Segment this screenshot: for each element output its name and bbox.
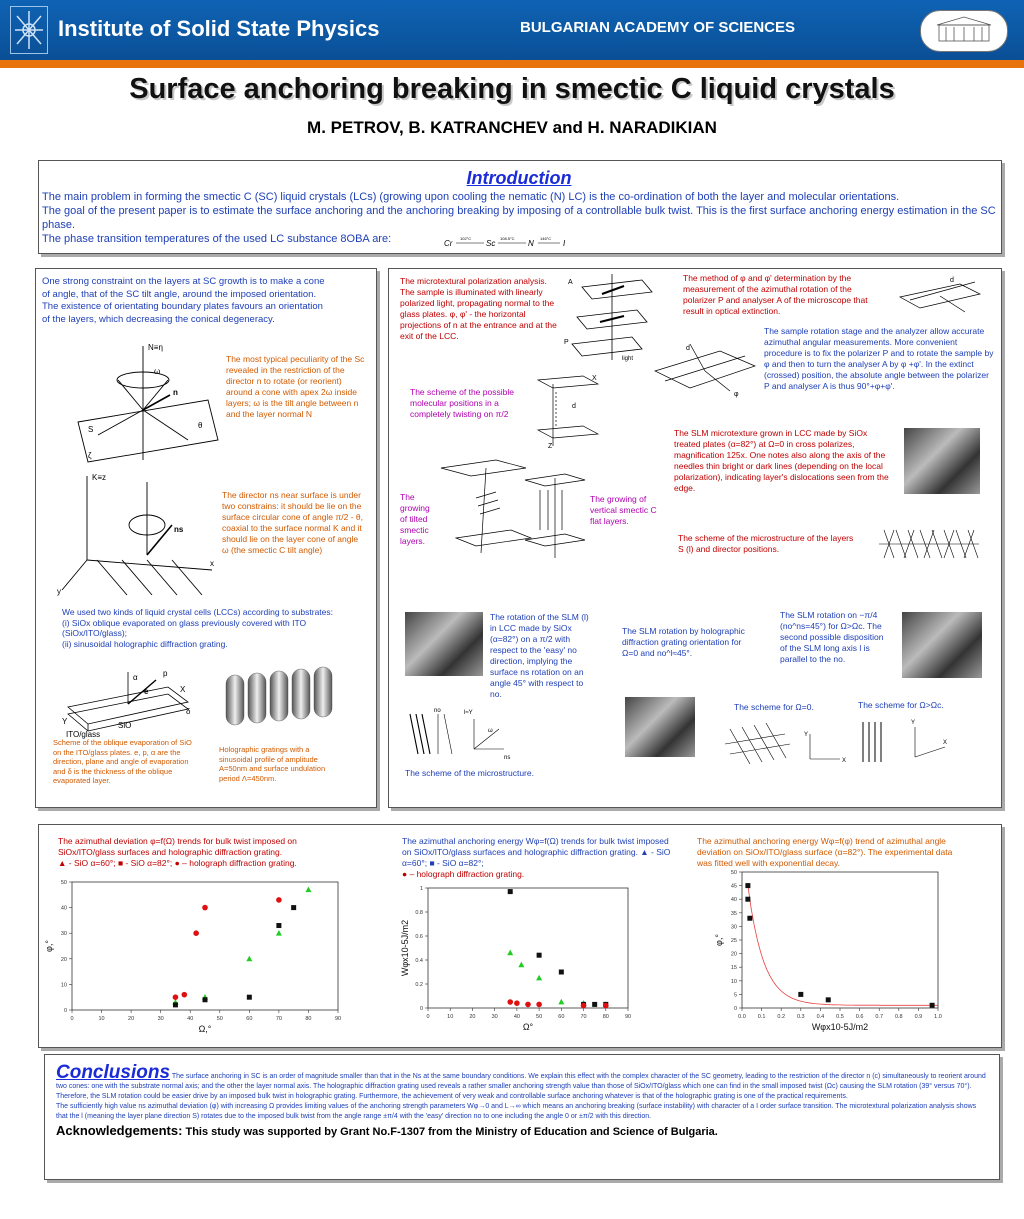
chart1-point-square xyxy=(276,923,281,928)
cone-diagram-2 xyxy=(52,470,222,598)
chart3-xtick-label: 0.1 xyxy=(757,1014,766,1020)
phase-sc: Sc xyxy=(486,239,496,248)
chart1-xlabel: Ω,° xyxy=(198,1024,212,1034)
tilted-layers-text: The growing of tilted smectic layers. xyxy=(400,492,430,546)
chart3-xtick-label: 0.3 xyxy=(796,1014,805,1020)
chart3-frame xyxy=(742,872,938,1008)
chart1-point-square xyxy=(173,1002,178,1007)
chart1-point-square xyxy=(203,997,208,1002)
temp-1: 102°C xyxy=(460,236,472,241)
microstructure-scheme-text: The scheme of the microstructure. xyxy=(405,768,534,778)
chart1-point-circle xyxy=(202,905,208,911)
omegac-label-y: Y xyxy=(911,720,916,726)
chart3-ytick-label: 45 xyxy=(730,883,737,890)
evap-label-sio: SiO xyxy=(118,721,132,730)
fig1-label-s: S xyxy=(88,425,94,434)
chart2-xtick-label: 30 xyxy=(491,1014,498,1020)
cells-item-2: (ii) sinusoidal holographic diffraction grating. xyxy=(62,638,228,649)
cone-peculiarity-text: The most typical peculiarity of the Sc revealed in the restriction of the director n to rotate (or reorient) around a cone with apex 2ω inside layers; ω is the tilt angle between n and the layer normal N xyxy=(226,354,365,419)
chart2-xtick-label: 0 xyxy=(426,1014,430,1020)
slm-holo-text: The SLM rotation by holographic diffraction grating orientation for Ω=0 and no^l≈45°. xyxy=(622,626,745,658)
chart1-ytick-label: 50 xyxy=(60,880,67,886)
rotation-stage-text: The sample rotation stage and the analyzer allow accurate azimuthal angular measurements. More convenient procedure is to fix the polarizer P and to rotate the sample by φ and then to turn the analyser A by φ +φ'. In the extinct (crossed) position, the absolute angle between the polarizer P and analyser A is thus 90°+φ+φ'. xyxy=(764,326,994,391)
phase-cr: Cr xyxy=(444,239,453,248)
chart-phi-vs-omega xyxy=(44,878,348,1038)
twist-label-d: d xyxy=(572,403,576,410)
chart-energy-vs-omega xyxy=(392,884,642,1040)
chart2-point-square xyxy=(508,889,513,894)
ack-label: Acknowledgements: xyxy=(56,1123,183,1138)
evap-label-p: p xyxy=(163,669,168,678)
conclusions-text-2: The sufficiently high value ns azimuthal deviation (φ) with increasing Ω provides limiting values of the anchoring strength parameters Wφ→0 and L→∞ which means an anchoring breaking (surface instability) with character of a I order surface transition. The microtextural polarization analysis shows that the l (meaning the layer plane direction S) rotates due to the imposed bulk twist from the angle range ±π/4 with the 'easy' direction no to one including the angle 0 or ±π/2 with this direction. xyxy=(56,1103,977,1120)
chart2-point-circle xyxy=(507,999,513,1005)
chart3-ylabel: φ,° xyxy=(714,934,724,946)
conclusions-body xyxy=(56,1062,986,1138)
chart2-point-circle xyxy=(514,1000,520,1006)
evaporation-scheme xyxy=(58,662,198,738)
chart3-xtick-label: 0.8 xyxy=(894,1014,903,1020)
chart1-xtick-label: 70 xyxy=(275,1016,282,1022)
chart2-ylabel: Wφx10-5J/m2 xyxy=(400,919,410,977)
scheme-omega0-text: The scheme for Ω=0. xyxy=(734,702,814,712)
chart1-legend-text: ▲ - SiO α=60°; ■ - SiO α=82°; ● – holograph diffraction grating. xyxy=(58,858,297,868)
chart2-point-triangle xyxy=(536,975,542,981)
chart1-point-square xyxy=(291,905,296,910)
evaporation-caption: Scheme of the oblique evaporation of SiO on the ITO/glass plates. e, p, α are the direction, plane and angle of evaporation and δ is the thickness of the oblique evaporated layer. xyxy=(53,738,192,785)
scheme-micro-text: The scheme of the microstructure of the layers S (l) and director positions. xyxy=(678,533,854,554)
chart2-point-square xyxy=(559,970,564,975)
chart2-ytick-label: 0.8 xyxy=(415,910,423,916)
chart-phi-vs-energy xyxy=(708,866,948,1036)
left-p1: One strong constraint on the layers at SC growth is to make a cone of angle, that of the SC tilt angle, around the imposed orientation. The existence of orientating boundary plates favours an orientation of the layers, which decreasing the conical degeneracy. xyxy=(42,276,325,325)
chart3-ytick-label: 30 xyxy=(730,924,737,931)
chart1-point-triangle xyxy=(246,956,252,962)
acknowledgements xyxy=(56,1123,986,1138)
micro-label-no: no xyxy=(434,708,441,714)
omega0-label-y: Y xyxy=(804,732,809,738)
chart2-xlabel: Ω° xyxy=(522,1022,534,1032)
chart2-point-circle xyxy=(525,1002,531,1008)
scheme-omegac-text: The scheme for Ω>Ωc. xyxy=(858,700,944,710)
chart3-ytick-label: 0 xyxy=(733,1006,737,1012)
method-text: The method of φ and φ' determination by the measurement of the azimuthal rotation of the polarizer P and analyser A of the microscope that result in optical extinction. xyxy=(683,273,868,316)
slm-sio-text: The SLM microtexture grown in LCC made by SiOx treated plates (α=82°) at Ω=0 in cross polarizes, magnification 125x. One notes also along the axis of the needles thin bright or dark lines (depending on the local polarization), indicating layer's dislocations seen from the edge. xyxy=(674,428,889,493)
chart3-ytick-label: 50 xyxy=(730,870,737,876)
micro-label-ns: ns xyxy=(504,755,511,761)
chart1-ytick-label: 30 xyxy=(60,931,67,938)
grating-image xyxy=(218,655,353,735)
academy-name: BULGARIAN ACADEMY OF SCIENCES xyxy=(520,19,796,36)
microstructure-scheme xyxy=(404,704,544,764)
cells-item-1: (i) SiOx oblique evaporated on glass previously covered with ITO (SiOx/ITO/glass); xyxy=(62,617,307,638)
chart2-xtick-label: 10 xyxy=(447,1014,454,1020)
conclusions-text-1: The surface anchoring in SC is an order of magnitude smaller than that in the Ns at the same boundary conditions. We explain this effect with the complex character of the SC geometry, leading to the restriction of the director n (c) simultaneously to reorient around two cones: one with the substrate normal axis; and the other the layer normal axis. The holographic diffraction grating used reveals a rather smaller anchoring strength value than those of SiOx/ITO/glass which one can find in the small imposed twist (Ωc) causing the SLM rotation (39° versus 70°). Therefore, the SLM rotation could be easier drive by an imposed bulk twist in holographic grating. Furthermore, the achievement of very weak and controllable surface anchoring whatever is that of the holographic grating is one of the practical requirements. xyxy=(56,1073,986,1100)
omegac-label-x: X xyxy=(943,740,948,746)
fig2-label-x: x xyxy=(210,559,214,568)
chart3-xtick-label: 1.0 xyxy=(934,1014,942,1020)
chart1-xtick-label: 30 xyxy=(157,1016,164,1022)
chart2-xtick-label: 90 xyxy=(624,1014,632,1020)
pol-label-light: light xyxy=(622,356,634,362)
cells-text xyxy=(62,607,362,649)
chart2-xtick-label: 60 xyxy=(558,1014,565,1020)
chart1-point-circle xyxy=(276,897,282,903)
chart1-xtick-label: 90 xyxy=(334,1016,342,1022)
chart3-ytick-label: 20 xyxy=(730,951,737,958)
ack-text: This study was supported by Grant No.F-1307 from the Ministry of Education and Science of Bulgaria. xyxy=(185,1126,718,1138)
polarization-diagram xyxy=(562,272,662,362)
chart2-legend-text: ● – holograph diffraction grating. xyxy=(402,869,525,879)
chart3-xtick-label: 0.2 xyxy=(777,1014,786,1020)
method-label-90: d xyxy=(950,277,954,284)
intro-p3-text: The phase transition temperatures of the used LC substance 8OBA are: xyxy=(42,233,392,245)
fig1-label-theta: θ xyxy=(198,421,203,430)
chart1-xtick-label: 40 xyxy=(187,1016,194,1022)
chart2-frame xyxy=(428,888,628,1008)
chart2-xtick-label: 40 xyxy=(513,1014,520,1020)
method-diagram xyxy=(890,272,990,320)
chart1-ylabel: φ,° xyxy=(44,940,54,952)
chart3-xlabel: Wφx10-5J/m2 xyxy=(811,1022,869,1032)
micro-label-ly: l≈Y xyxy=(464,710,473,716)
chart3-point-square xyxy=(745,883,750,888)
phase-n: N xyxy=(528,239,534,248)
chart1-caption-text: The azimuthal deviation φ=f(Ω) trends for bulk twist imposed on SiOx/ITO/glass surfaces and holographic diffraction grating. xyxy=(58,836,297,857)
evap-label-alpha: α xyxy=(133,673,138,682)
phase-sequence xyxy=(442,234,572,250)
chart1-point-square xyxy=(247,995,252,1000)
temp-3: 146°C xyxy=(540,236,552,241)
fig1-label-dir: n xyxy=(173,388,178,397)
scheme-omegac-diagram xyxy=(855,712,955,772)
chart2-xtick-label: 80 xyxy=(602,1014,609,1020)
academy-logo xyxy=(920,10,1008,52)
chart1-caption xyxy=(58,836,348,869)
stage-label-90: d xyxy=(686,345,690,352)
vertical-layers-text: The growing of vertical smectic C flat layers. xyxy=(590,494,657,526)
chart3-ytick-label: 10 xyxy=(730,978,737,985)
chart2-ytick-label: 0 xyxy=(419,1006,423,1012)
stage-label-phi: φ xyxy=(734,391,739,398)
microstructure-scheme-diagram xyxy=(874,520,984,568)
cells-intro: We used two kinds of liquid crystal cells (LCCs) according to substrates: xyxy=(62,607,334,617)
chart3-xtick-label: 0.4 xyxy=(816,1014,825,1020)
chart1-xtick-label: 60 xyxy=(246,1016,253,1022)
director-constraint-text: The director ns near surface is under two constrains: it should be lie on the surface circular cone of angle π/2 - θ, coaxial to the surface normal K and it should lie on the layer cone of angle ω (the smectic C tilt angle) xyxy=(222,490,363,555)
twisting-scheme-text: The scheme of the possible molecular positions in a completely twisting on π/2 xyxy=(410,387,514,419)
twist-label-x: X xyxy=(592,375,597,382)
chart2-xtick-label: 50 xyxy=(536,1014,543,1020)
micro-label-omega: ω xyxy=(488,728,493,734)
chart2-ytick-label: 1 xyxy=(419,886,423,892)
chart3-xtick-label: 0.9 xyxy=(914,1014,923,1020)
twisting-diagram xyxy=(528,368,608,448)
fig2-label-y: y xyxy=(57,587,61,596)
evap-label-e: e xyxy=(144,687,149,696)
chart2-ytick-label: 0.6 xyxy=(415,934,423,940)
chart1-point-circle xyxy=(182,992,188,998)
chart1-xtick-label: 10 xyxy=(98,1016,105,1022)
chart3-fit-curve xyxy=(748,886,938,1006)
institute-name: Institute of Solid State Physics xyxy=(58,16,380,41)
chart3-xtick-label: 0.6 xyxy=(855,1014,864,1020)
poster-authors: M. PETROV, B. KATRANCHEV and H. NARADIKIAN xyxy=(307,118,717,137)
chart2-caption xyxy=(402,836,672,880)
evap-label-y: Y xyxy=(62,717,68,726)
chart3-ytick-label: 25 xyxy=(730,938,737,944)
chart3-caption: The azimuthal anchoring energy Wφ=f(φ) trend of azimuthal angle deviation on SiOx/ITO/glass surface (α=82°). The experimental data was fitted well with exponential decay. xyxy=(697,836,953,868)
chart2-xtick-label: 70 xyxy=(580,1014,587,1020)
chart2-point-triangle xyxy=(518,962,524,968)
rotation-stage-diagram xyxy=(650,336,760,404)
chart3-ytick-label: 35 xyxy=(730,910,737,917)
phase-i: I xyxy=(563,239,566,248)
chart1-frame xyxy=(72,882,338,1010)
chart2-point-circle xyxy=(603,1003,609,1009)
fig2-label-ns: ns xyxy=(174,525,184,534)
chart3-xtick-label: 0.5 xyxy=(836,1014,844,1020)
chart1-point-triangle xyxy=(276,930,282,936)
chart2-point-triangle xyxy=(558,999,564,1005)
slm-microtexture-photo xyxy=(904,428,980,494)
intro-p1: The main problem in forming the smectic C (SC) liquid crystals (LCs) (growing upon cooling the nematic (N) LC) is the co-ordination of both the layer and molecular orientations. xyxy=(42,191,900,203)
chart2-point-circle xyxy=(581,1003,587,1009)
slm-rotation-text: The rotation of the SLM (l) in LCC made by SiOx (α=82°) on a π/2 with respect to the 'easy' no direction, implying the surface ns rotation on an angle 45° with respect to no. xyxy=(490,612,589,699)
chart2-point-triangle xyxy=(507,950,513,956)
chart3-xtick-label: 0.0 xyxy=(738,1014,746,1020)
chart2-point-square xyxy=(537,953,542,958)
institute-logo xyxy=(10,6,48,54)
vertical-layers-diagram xyxy=(520,470,590,560)
chart3-ytick-label: 15 xyxy=(730,965,737,972)
grating-caption: Holographic gratings with a sinusoidal profile of amplitude A=50nm and surface undulation period Λ=450nm. xyxy=(219,745,326,783)
chart1-point-circle xyxy=(193,930,199,936)
slm-omega-text: The SLM rotation on −π/4 (no^ns=45°) for Ω>Ωc. The second possible disposition of the SLM long axis l is parallel to the no. xyxy=(780,610,884,664)
chart2-point-square xyxy=(592,1002,597,1007)
chart2-point-circle xyxy=(536,1002,542,1008)
chart1-ytick-label: 40 xyxy=(60,905,67,912)
intro-p2: The goal of the present paper is to estimate the surface anchoring and the anchoring breaking by imposing of a controllable bulk twist. This is the first surface anchoring energy estimation in the SC phase. xyxy=(42,205,996,231)
fig2-label-kz: K≡z xyxy=(92,473,107,482)
chart3-point-square xyxy=(798,992,803,997)
chart1-ytick-label: 10 xyxy=(60,982,67,989)
chart1-xtick-label: 50 xyxy=(216,1016,223,1022)
twist-label-z: Z xyxy=(548,443,553,450)
fig1-label-zeta: ζ xyxy=(88,451,92,460)
pol-label-a: A xyxy=(568,279,573,286)
header-divider xyxy=(0,60,1024,68)
chart1-ytick-label: 20 xyxy=(60,956,67,963)
chart3-point-square xyxy=(745,897,750,902)
evap-label-delta: δ xyxy=(186,707,191,716)
chart1-point-circle xyxy=(173,994,179,1000)
chart3-ytick-label: 40 xyxy=(730,897,737,904)
scheme-omega0-diagram xyxy=(720,714,850,770)
cone-diagram-1 xyxy=(58,340,228,468)
evap-label-ito: ITO/glass xyxy=(66,730,101,739)
pol-label-p: P xyxy=(564,339,569,346)
chart1-ytick-label: 0 xyxy=(63,1008,67,1014)
slm-omega-photo xyxy=(902,612,982,678)
chart3-ytick-label: 5 xyxy=(733,992,737,999)
chart3-point-square xyxy=(930,1003,935,1008)
chart2-ytick-label: 0.4 xyxy=(415,958,423,964)
slm-rotation-photo xyxy=(405,612,483,676)
chart2-ytick-label: 0.2 xyxy=(415,982,423,988)
omega0-label-x: X xyxy=(842,758,847,764)
intro-heading: Introduction xyxy=(466,168,572,188)
chart3-xtick-label: 0.7 xyxy=(875,1014,884,1020)
slm-holo-photo xyxy=(625,697,695,757)
chart1-point-triangle xyxy=(305,886,311,892)
conclusions-heading: Conclusions xyxy=(56,1062,171,1083)
chart2-caption-text: The azimuthal anchoring energy Wφ=f(Ω) trends for bulk twist imposed on SiOx/ITO/glass surfaces and holographic diffraction grating. ▲ - SiO α=60°; ■ - SiO α=82°; xyxy=(402,836,671,868)
fig1-label-n: N≡η xyxy=(148,343,163,352)
evap-label-x: X xyxy=(180,685,186,694)
chart2-xtick-label: 20 xyxy=(469,1014,476,1020)
microtextural-text: The microtextural polarization analysis. The sample is illuminated with linearly polarized light, propagating normal to the glass plates. φ, φ' - the horizontal projections of n at the entrance and at the exit of the LCC. xyxy=(400,276,557,341)
fig1-label-omega: ω xyxy=(154,367,161,376)
chart1-xtick-label: 80 xyxy=(305,1016,312,1022)
chart3-point-square xyxy=(747,916,752,921)
chart1-xtick-label: 20 xyxy=(128,1016,135,1022)
temp-2: 108.5°C xyxy=(500,236,515,241)
chart3-point-square xyxy=(826,997,831,1002)
poster-title: Surface anchoring breaking in smectic C liquid crystals xyxy=(129,73,895,105)
chart1-xtick-label: 0 xyxy=(70,1016,74,1022)
